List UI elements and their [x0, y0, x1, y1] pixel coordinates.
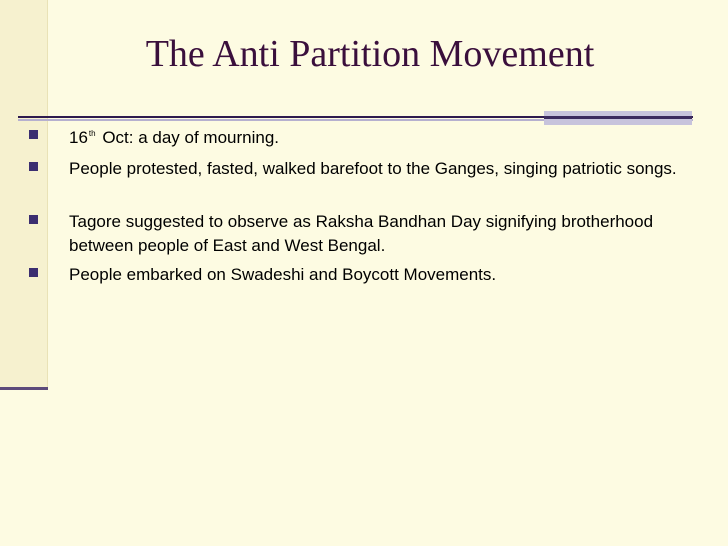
bullet-text-ordinal: th [88, 129, 96, 138]
bullet-text: Tagore suggested to observe as Raksha Bandhan Day signifying brotherhood between people of East and West Bengal. [69, 212, 654, 255]
bullet-text: People protested, fasted, walked barefoot to the Ganges, singing patriotic songs. [69, 159, 677, 178]
bullet-text: People embarked on Swadeshi and Boycott Movements. [69, 265, 497, 284]
bullet-text-day: 16 [69, 128, 88, 147]
square-bullet-icon [29, 215, 38, 224]
square-bullet-icon [29, 162, 38, 171]
title-divider-accent-line [544, 116, 692, 119]
bullet-text-rest: Oct: a day of mourning. [97, 128, 280, 147]
square-bullet-icon [29, 130, 38, 139]
bullet-text [69, 126, 684, 150]
left-band-foot-line [0, 387, 48, 390]
slide-title: The Anti Partition Movement [145, 33, 595, 75]
square-bullet-icon [29, 268, 38, 277]
